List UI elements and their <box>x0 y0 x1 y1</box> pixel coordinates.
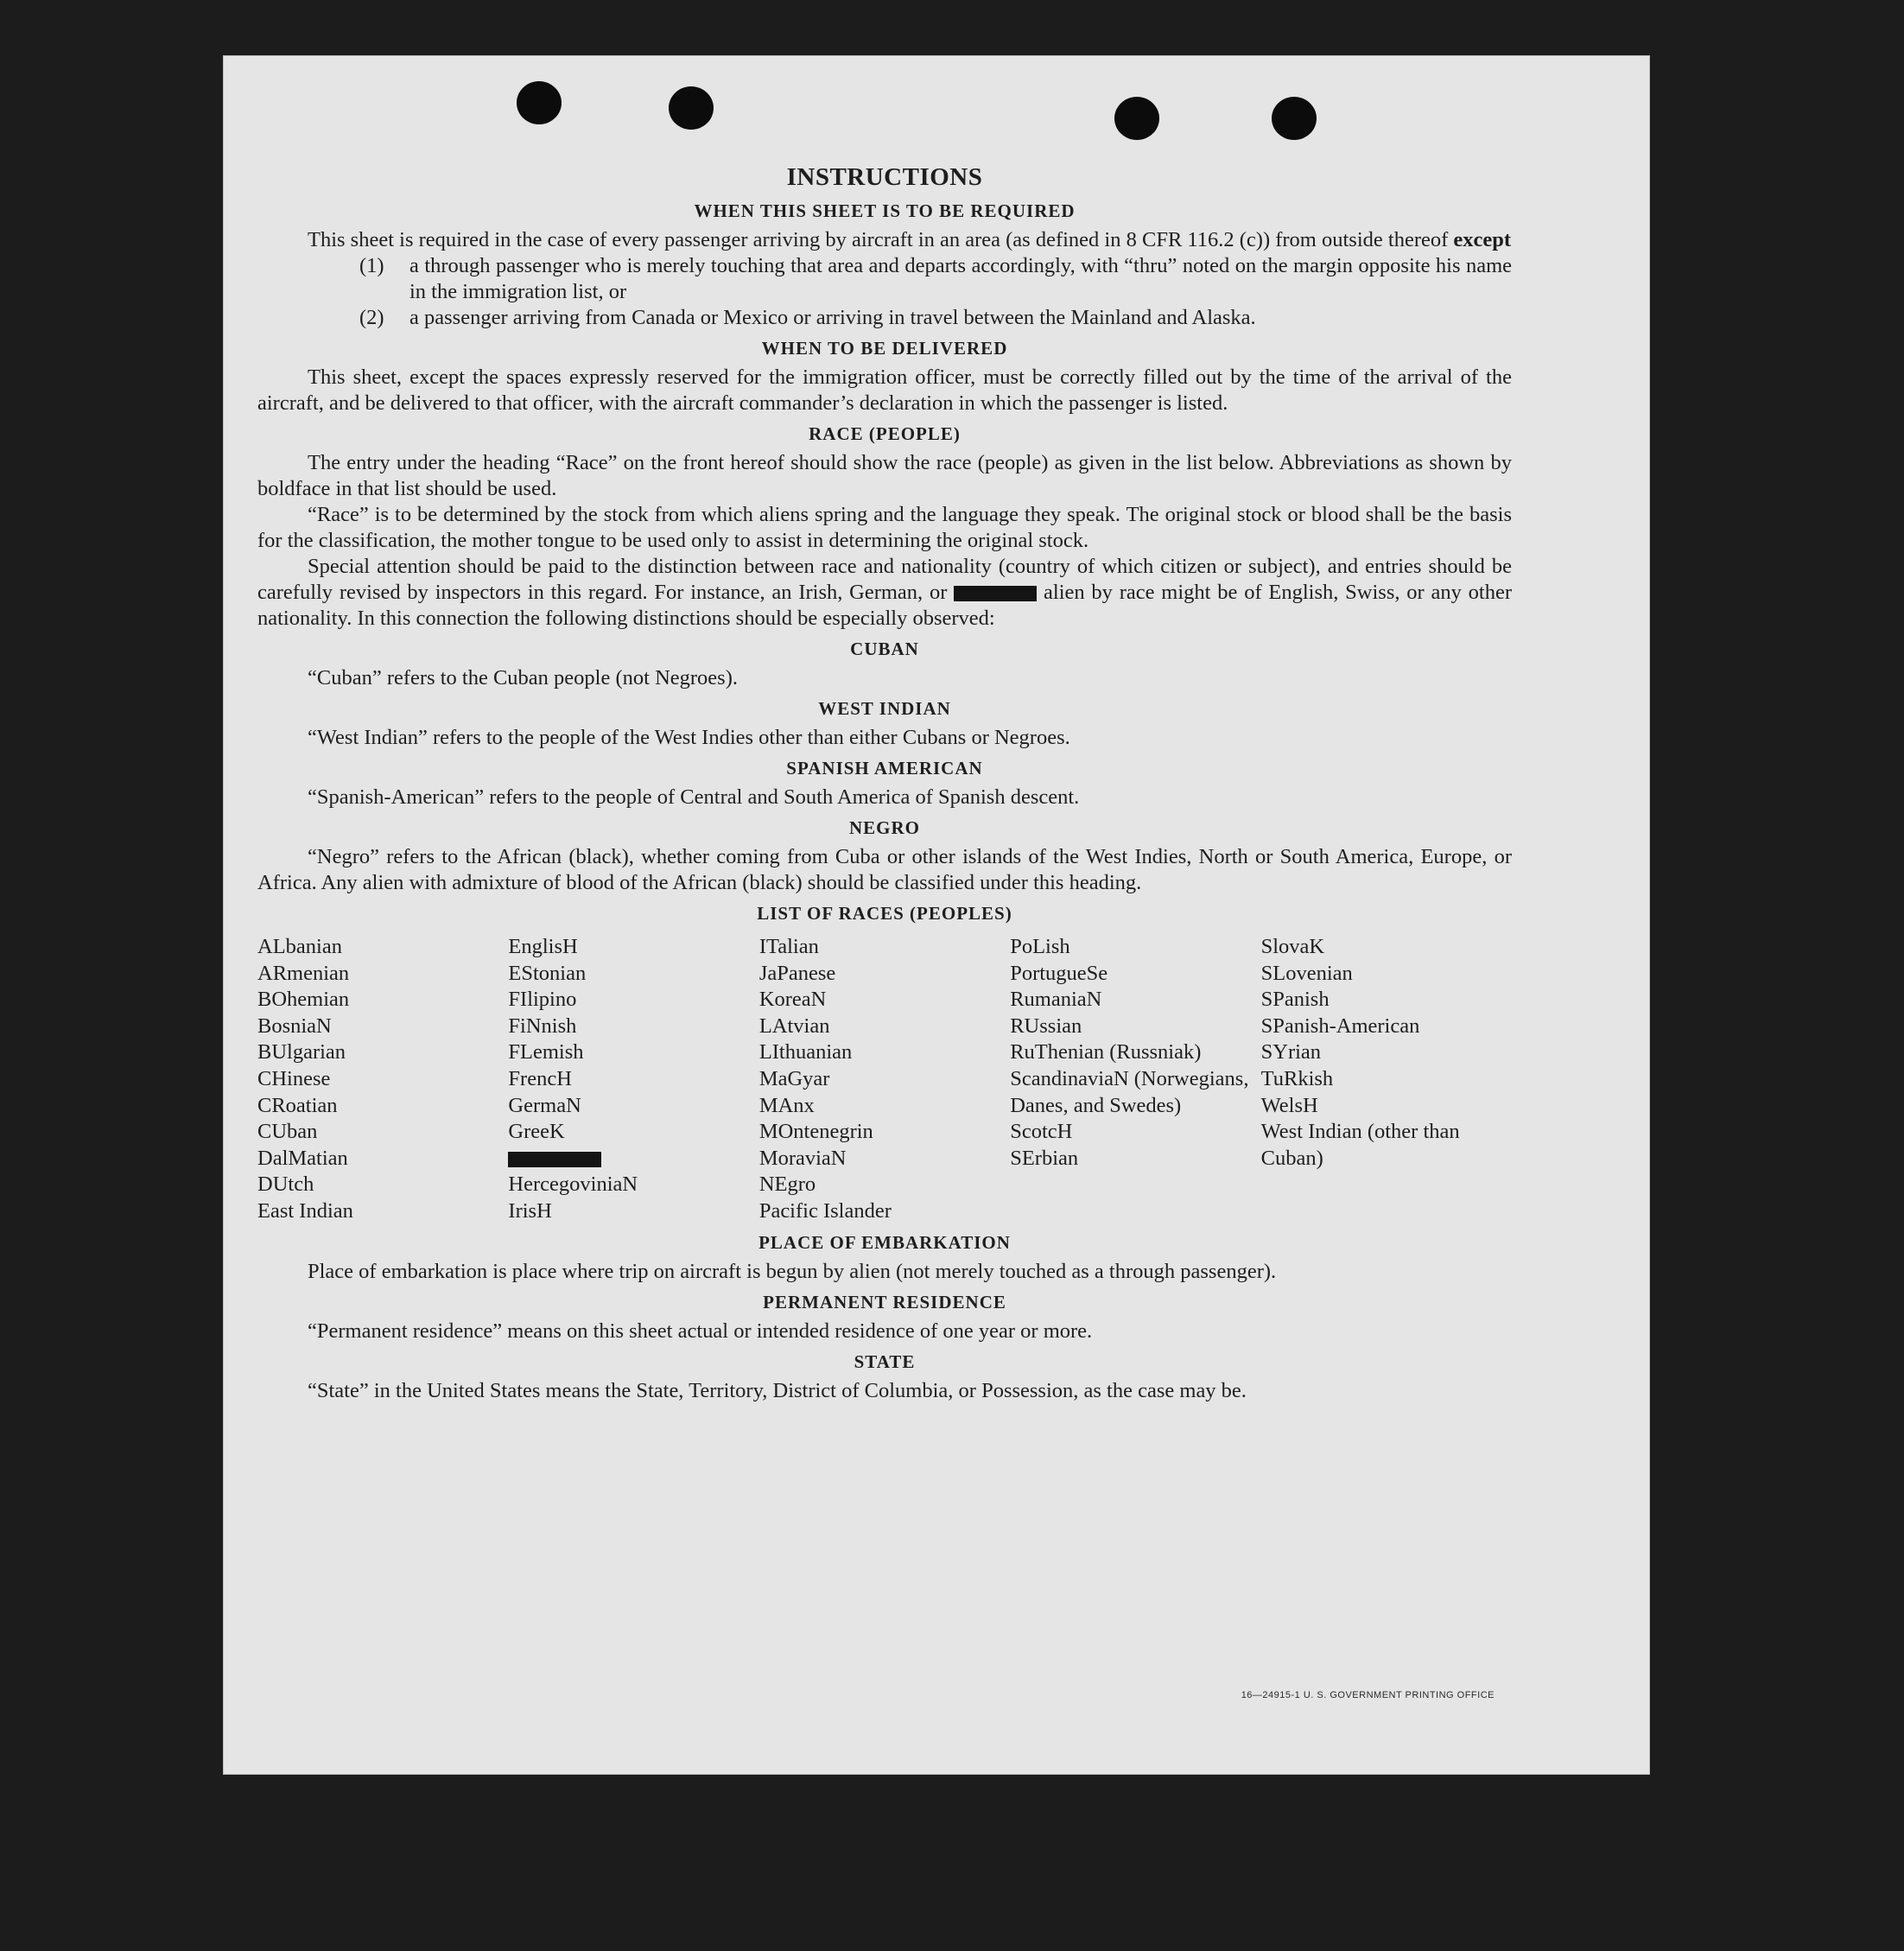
permanent-residence-text: “Permanent residence” means on this sheet actual or intended residence of one year or more. <box>308 1319 1093 1343</box>
race-item: FLemish <box>508 1040 584 1064</box>
heading-embarkation: PLACE OF EMBARKATION <box>758 1231 1011 1253</box>
race-item: CRoatian <box>257 1093 338 1117</box>
race-paragraph-2: “Race” is to be determined by the stock from which aliens spring and the language they speak. The original stock or blood shall be the basis for the classification, the mother tongue to be used only to assist in determining the original stock. <box>257 503 1512 552</box>
race-item: Pacific Islander <box>758 1198 892 1223</box>
race-item: SErbian <box>1010 1146 1079 1170</box>
state-text: “State” in the United States means the State, Territory, District of Columbia, or Possession, as the case may be. <box>308 1378 1247 1402</box>
race-item: EnglisH <box>508 935 578 958</box>
exception-item-2 <box>359 305 1512 331</box>
heading-negro: NEGRO <box>848 817 920 838</box>
race-item: DalMatian <box>257 1146 348 1170</box>
heading-cuban: CUBAN <box>850 639 919 659</box>
race-item: LIthuanian <box>758 1040 853 1064</box>
race-item: SPanish <box>1260 988 1330 1012</box>
race-item: GermaN <box>508 1093 581 1117</box>
race-item: ARmenian <box>257 961 350 985</box>
heading-when-delivered: WHEN TO BE DELIVERED <box>761 338 1008 359</box>
heading-when-required: WHEN THIS SHEET IS TO BE REQUIRED <box>694 200 1076 221</box>
race-list <box>257 934 1512 1225</box>
exception-text: a passenger arriving from Canada or Mexico or arriving in travel between the Mainland and Alaska. <box>409 306 1256 329</box>
race-item: CUban <box>257 1120 318 1144</box>
when-delivered-text: This sheet, except the spaces expressly reserved for the immigration officer, must be correctly filled out by the time of the arrival of the aircraft, and be delivered to that officer, with the aircraft commander’s declaration in which the passenger is listed. <box>257 365 1512 415</box>
printing-office-footer: 16—24915-1 U. S. GOVERNMENT PRINTING OFFICE <box>1241 1690 1495 1700</box>
race-item: PoLish <box>1010 935 1070 958</box>
race-item: RumaniaN <box>1010 988 1102 1012</box>
punch-hole-1 <box>517 81 562 124</box>
race-item: ALbanian <box>257 935 342 958</box>
race-item: GreeK <box>508 1120 565 1144</box>
redaction-mark <box>954 586 1037 601</box>
negro-text: “Negro” refers to the African (black), whether coming from Cuba or other islands of the West Indies, North or South America, Europe, or Africa. Any alien with admixture of blood of the African (black) should be classified under this heading. <box>257 845 1512 894</box>
exception-number: (2) <box>359 306 384 329</box>
race-item: EStonian <box>508 961 587 985</box>
race-column-4 <box>1010 934 1260 1225</box>
heading-permanent-residence: PERMANENT RESIDENCE <box>763 1291 1006 1312</box>
race-item: BUlgarian <box>257 1040 346 1064</box>
race-item: SPanish-American <box>1260 1014 1420 1038</box>
heading-west-indian: WEST INDIAN <box>818 698 951 719</box>
document-content <box>257 162 1512 1404</box>
race-item: RUssian <box>1010 1014 1082 1038</box>
race-item: RuThenian (Russniak) <box>1010 1040 1202 1064</box>
race-item: PortugueSe <box>1010 961 1108 985</box>
redaction-mark <box>508 1152 601 1167</box>
race-item-redacted <box>508 1146 758 1173</box>
race-item: IrisH <box>508 1198 552 1223</box>
west-indian-text: “West Indian” refers to the people of the West Indies other than either Cubans or Negroes. <box>308 726 1070 749</box>
when-required-intro: This sheet is required in the case of every passenger arriving by aircraft in an area (as defined in 8 CFR 116.2 (c)) from outside thereof except <box>308 228 1512 251</box>
race-column-2 <box>508 934 758 1225</box>
race-item: KoreaN <box>758 988 827 1012</box>
race-item: MaGyar <box>758 1066 830 1090</box>
race-item: DUtch <box>257 1173 314 1197</box>
heading-spanish-american: SPANISH AMERICAN <box>786 758 983 778</box>
race-item: FrencH <box>508 1066 572 1090</box>
race-paragraph-1: The entry under the heading “Race” on the front hereof should show the race (people) as given in the list below. Abbreviations as shown by boldface in that list should be used. <box>257 451 1512 500</box>
race-item: JaPanese <box>758 961 836 985</box>
heading-race: RACE (PEOPLE) <box>809 423 961 444</box>
race-item: MOntenegrin <box>758 1120 873 1144</box>
race-item: ITalian <box>758 935 819 958</box>
race-item: ScotcH <box>1010 1120 1073 1144</box>
race-item: FiNnish <box>508 1014 577 1038</box>
race-item: SLovenian <box>1260 961 1353 985</box>
race-item: NEgro <box>758 1173 816 1197</box>
exception-text: a through passenger who is merely touching that area and departs accordingly, with “thru” noted on the margin opposite his name in the immigration list, or <box>409 254 1512 303</box>
race-item: East Indian <box>257 1198 353 1223</box>
punch-hole-3 <box>1114 97 1159 140</box>
race-item: CHinese <box>257 1066 331 1090</box>
cuban-text: “Cuban” refers to the Cuban people (not Negroes). <box>308 666 738 690</box>
race-item: SYrian <box>1260 1040 1322 1064</box>
race-item: MoraviaN <box>758 1146 847 1170</box>
embarkation-text: Place of embarkation is place where trip on aircraft is begun by alien (not merely touched as a through passenger). <box>308 1259 1277 1283</box>
race-column-1 <box>257 934 508 1225</box>
race-item: TuRkish <box>1260 1066 1334 1090</box>
race-item: ScandinaviaN (Norwegians, Danes, and Swedes) <box>1010 1066 1249 1117</box>
race-paragraph-3: Special attention should be paid to the distinction between race and nationality (country of which citizen or subject), and entries should be carefully revised by inspectors in this regard. For instance, an Irish, German, or alien by race might be of English, Swiss, or any other nationality. In this connection the following distinctions should be especially observed: <box>257 555 1513 630</box>
exception-item-1 <box>359 253 1512 305</box>
race-column-5 <box>1261 934 1512 1225</box>
race-item: WelsH <box>1260 1093 1318 1117</box>
exception-number: (1) <box>359 254 384 277</box>
document-title: INSTRUCTIONS <box>786 163 983 191</box>
punch-hole-2 <box>669 86 714 130</box>
race-item: BOhemian <box>257 988 350 1012</box>
document-sheet <box>223 55 1650 1775</box>
race-item: SlovaK <box>1260 935 1325 958</box>
race-item: West Indian (other than Cuban) <box>1260 1120 1460 1170</box>
punch-hole-4 <box>1272 97 1317 140</box>
race-column-3 <box>759 934 1010 1225</box>
spanish-american-text: “Spanish-American” refers to the people of Central and South America of Spanish descent. <box>308 785 1080 809</box>
heading-list-of-races: LIST OF RACES (PEOPLES) <box>757 903 1012 924</box>
heading-state: STATE <box>854 1350 916 1372</box>
race-item: FIlipino <box>508 988 577 1012</box>
except-word: except <box>1453 228 1512 251</box>
race-item: BosniaN <box>257 1014 332 1038</box>
race-item: MAnx <box>758 1093 815 1117</box>
race-item: HercegoviniaN <box>508 1173 638 1197</box>
race-item: LAtvian <box>758 1014 830 1038</box>
